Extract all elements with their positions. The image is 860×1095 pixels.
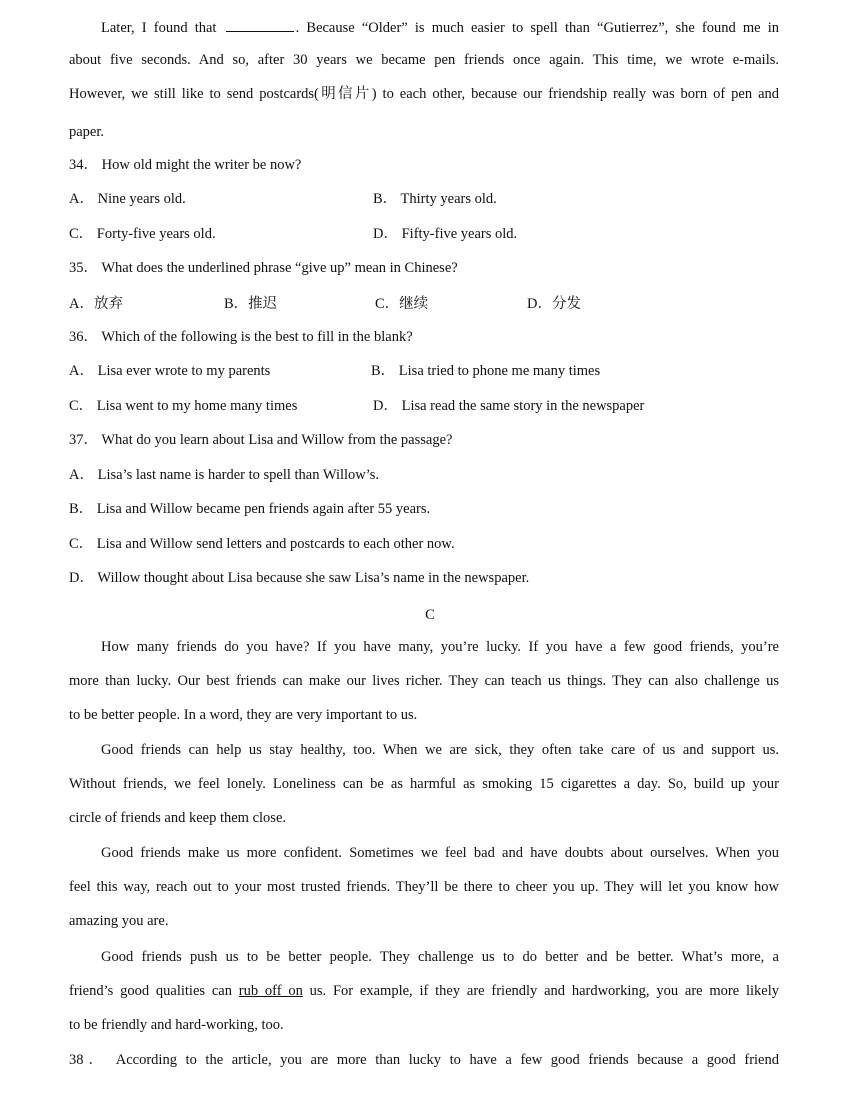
paragraph-line: Good friends make us more confident. Sometimes we feel bad and have doubts about ourselves. When you xyxy=(101,845,779,861)
question-34-option-b: B． Thirty years old. xyxy=(373,191,497,207)
question-34-option-a: A． Nine years old. xyxy=(69,191,186,207)
passage-line xyxy=(101,17,779,38)
question-36-option-b: B． Lisa tried to phone me many times xyxy=(371,363,601,379)
passage-text: . Because “Older” is much easier to spell than “Gutierrez”, she found me in xyxy=(295,20,780,36)
paragraph-text: friend’s good qualities can xyxy=(69,983,232,999)
paragraph-line: Without friends, we feel lonely. Loneliness can be as harmful as smoking 15 cigarettes a day. So, build up your xyxy=(69,776,779,792)
question-38-stem: 38． According to the article, you are more than lucky to have a few good friends because a good friend xyxy=(69,1052,779,1068)
question-35-option-d: D．分发 xyxy=(527,296,581,312)
question-37-option-c: C． Lisa and Willow send letters and postcards to each other now. xyxy=(69,536,455,552)
paragraph-line: to be better people. In a word, they are very important to us. xyxy=(69,707,418,723)
paragraph-line: How many friends do you have? If you have many, you’re lucky. If you have a few good friends, you’re xyxy=(101,639,779,655)
question-37-stem: 37． What do you learn about Lisa and Willow from the passage? xyxy=(69,432,453,448)
paragraph-line: Good friends can help us stay healthy, too. When we are sick, they often take care of us and support us. xyxy=(101,742,779,758)
passage-text: Later, I found that xyxy=(101,20,217,36)
paragraph-text: us. For example, if they are friendly and hardworking, you are more likely xyxy=(309,983,780,999)
question-34-option-c: C． Forty-five years old. xyxy=(69,226,216,242)
passage-line: about five seconds. And so, after 30 years we became pen friends once again. This time, we wrote e-mails. xyxy=(69,52,779,68)
question-36-option-a: A． Lisa ever wrote to my parents xyxy=(69,363,271,379)
paragraph-line: feel this way, reach out to your most trusted friends. They’ll be there to cheer you up. They will let you know how xyxy=(69,879,779,895)
section-heading: C xyxy=(425,607,435,623)
question-35-stem: 35． What does the underlined phrase “give up” mean in Chinese? xyxy=(69,260,458,276)
question-37-option-d: D． Willow thought about Lisa because she saw Lisa’s name in the newspaper. xyxy=(69,570,530,586)
paragraph-line: to be friendly and hard-working, too. xyxy=(69,1017,284,1033)
question-36-option-c: C． Lisa went to my home many times xyxy=(69,398,298,414)
underlined-phrase: rub off on xyxy=(238,983,303,999)
paragraph-line: amazing you are. xyxy=(69,913,169,929)
question-34-stem: 34． How old might the writer be now? xyxy=(69,157,302,173)
paragraph-line: more than lucky. Our best friends can make our lives richer. They can teach us things. They can also challenge us xyxy=(69,673,779,689)
passage-line: paper. xyxy=(69,124,105,140)
question-35-option-c: C．继续 xyxy=(375,296,429,312)
fill-in-blank xyxy=(226,17,294,32)
question-35-option-a: A．放弃 xyxy=(69,296,123,312)
paragraph-line xyxy=(69,981,779,1001)
question-36-option-d: D． Lisa read the same story in the newspaper xyxy=(373,398,645,414)
question-37-option-b: B． Lisa and Willow became pen friends again after 55 years. xyxy=(69,501,431,517)
question-37-option-a: A． Lisa’s last name is harder to spell than Willow’s. xyxy=(69,467,380,483)
question-36-stem: 36． Which of the following is the best to fill in the blank? xyxy=(69,329,413,345)
question-34-option-d: D． Fifty-five years old. xyxy=(373,226,518,242)
paragraph-line: Good friends push us to be better people. They challenge us to do better and be better. What’s more, a xyxy=(101,949,779,965)
question-35-option-b: B．推迟 xyxy=(224,296,278,312)
paragraph-line: circle of friends and keep them close. xyxy=(69,810,287,826)
passage-line: However, we still like to send postcards(明信片) to each other, because our friendship really was born of pen and xyxy=(69,86,779,102)
